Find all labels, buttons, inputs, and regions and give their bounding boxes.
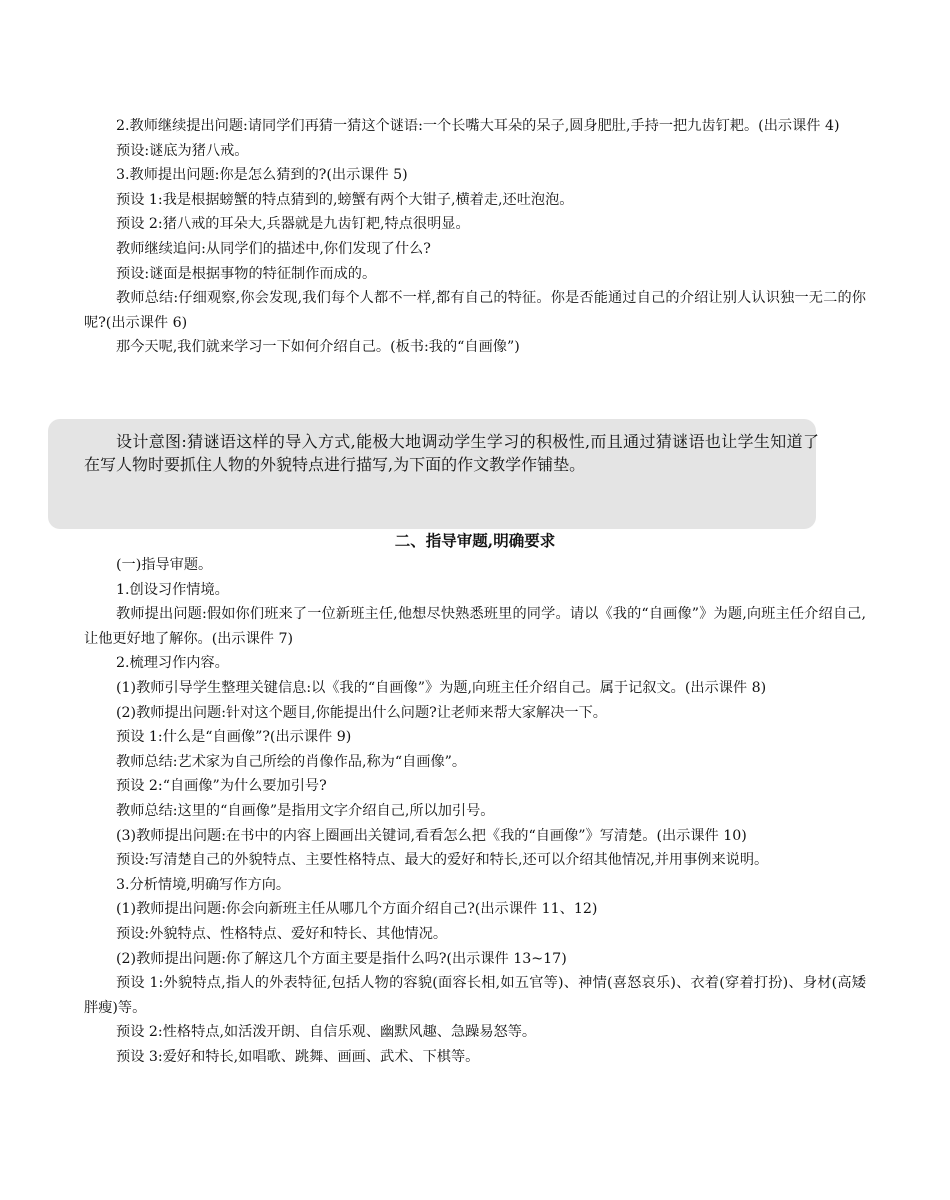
paragraph: 1.创设习作情境。 [116,581,229,598]
paragraph: 预设:谜面是根据事物的特征制作而成的。 [116,265,377,282]
paragraph: 3.分析情境,明确写作方向。 [116,876,291,893]
paragraph: 那今天呢,我们就来学习一下如何介绍自己。(板书:我的“自画像”) [116,339,520,356]
paragraph: 预设 1:外貌特点,指人的外表特征,包括人物的容貌(面容长相,如五官等)、神情(喜怒哀乐)、衣着(穿着打扮)、身材(高矮胖瘦)等。 [84,975,866,1016]
paragraph: 预设:谜底为猪八戒。 [116,142,249,159]
paragraph: 预设 1:什么是“自画像”?(出示课件 9) [116,729,352,746]
paragraph: 预设:外貌特点、性格特点、爱好和特长、其他情况。 [116,925,448,942]
paragraph: 3.教师提出问题:你是怎么猜到的?(出示课件 5) [116,167,408,184]
paragraph: 教师总结:艺术家为自己所绘的肖像作品,称为“自画像”。 [116,753,467,770]
paragraph: 预设 3:爱好和特长,如唱歌、跳舞、画画、武术、下棋等。 [116,1048,480,1065]
paragraph: 教师总结:仔细观察,你会发现,我们每个人都不一样,都有自己的特征。你是否能通过自己的介绍让别人认识独一无二的你呢?(出示课件 6) [84,290,866,331]
paragraph: 2.教师继续提出问题:请同学们再猜一猜这个谜语:一个长嘴大耳朵的呆子,圆身肥肚,手持一把九齿钉耙。(出示课件 4) [116,118,840,134]
paragraph: 预设 2:性格特点,如活泼开朗、自信乐观、幽默风趣、急躁易怒等。 [116,1024,537,1041]
paragraph: 预设 2:猪八戒的耳朵大,兵器就是九齿钉耙,特点很明显。 [116,216,470,233]
section-heading: 二、指导审题,明确要求 [394,531,556,550]
paragraph: 教师提出问题:假如你们班来了一位新班主任,他想尽快熟悉班里的同学。请以《我的“自画像”》为题,向班主任介绍自己,让他更好地了解你。(出示课件 7) [84,606,866,647]
paragraph: 预设 1:我是根据螃蟹的特点猜到的,螃蟹有两个大钳子,横着走,还吐泡泡。 [116,191,574,208]
paragraph: 预设:写清楚自己的外貌特点、主要性格特点、最大的爱好和特长,还可以介绍其他情况,并用事例来说明。 [116,852,769,869]
lesson-part-2 [84,553,866,1069]
design-note-box [48,419,819,529]
paragraph: (2)教师提出问题:你了解这几个方面主要是指什么吗?(出示课件 13~17) [116,950,567,967]
paragraph: (一)指导审题。 [116,557,213,573]
paragraph: 预设 2:“自画像”为什么要加引号? [116,778,327,795]
paragraph: (3)教师提出问题:在书中的内容上圈画出关键词,看看怎么把《我的“自画像”》写清楚。(出示课件 10) [116,827,747,844]
paragraph: 教师总结:这里的“自画像”是指用文字介绍自己,所以加引号。 [116,802,495,819]
paragraph: (1)教师提出问题:你会向新班主任从哪几个方面介绍自己?(出示课件 11、12) [116,901,598,918]
lesson-part-1 [84,114,866,360]
paragraph: 2.梳理习作内容。 [116,655,229,672]
paragraph: 教师继续追问:从同学们的描述中,你们发现了什么? [116,240,431,257]
paragraph: (2)教师提出问题:针对这个题目,你能提出什么问题?让老师来帮大家解决一下。 [116,704,607,721]
paragraph: (1)教师引导学生整理关键信息:以《我的“自画像”》为题,向班主任介绍自己。属于记叙文。(出示课件 8) [116,679,767,696]
design-note-text: 设计意图:猜谜语这样的导入方式,能极大地调动学生学习的积极性,而且通过猜谜语也让学生知道了在写人物时要抓住人物的外貌特点进行描写,为下面的作文教学作铺垫。 [84,432,819,474]
